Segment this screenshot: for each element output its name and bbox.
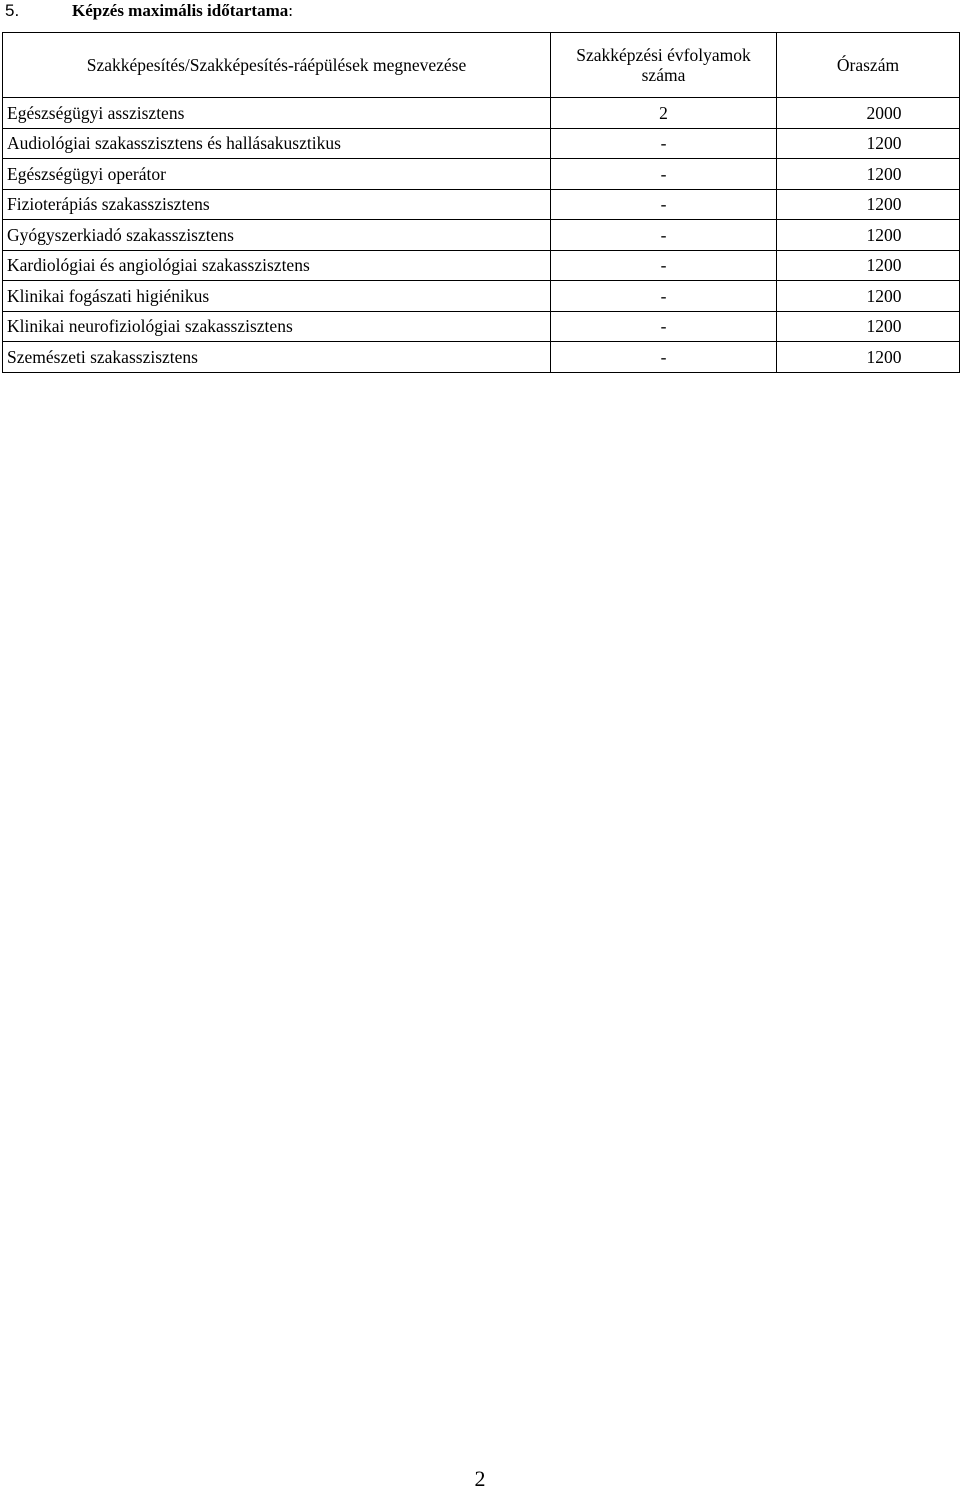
table-row [3,128,960,159]
cell-grade-count: - [551,250,777,281]
table-row [3,342,960,373]
table-row [3,98,960,129]
section-title: Képzés maximális időtartama [72,1,289,20]
table-row [3,311,960,342]
cell-hours: 1200 [777,311,960,342]
cell-grade-count: - [551,189,777,220]
section-title-colon: : [288,1,293,20]
cell-grade-count: - [551,281,777,312]
cell-grade-count: - [551,311,777,342]
cell-qualification-name: Klinikai fogászati higiénikus [3,281,551,312]
table-row [3,281,960,312]
cell-hours: 1200 [777,159,960,190]
cell-hours: 1200 [777,342,960,373]
cell-grade-count: 2 [551,98,777,129]
table-body [3,98,960,373]
section-heading [0,0,293,22]
cell-hours: 2000 [777,98,960,129]
table-row [3,220,960,251]
cell-hours: 1200 [777,250,960,281]
cell-qualification-name: Gyógyszerkiadó szakasszisztens [3,220,551,251]
section-number: 5. [5,1,20,20]
header-grade-count: Szakképzési évfolyamok száma [551,33,777,98]
table-row [3,189,960,220]
cell-hours: 1200 [777,281,960,312]
cell-grade-count: - [551,159,777,190]
cell-grade-count: - [551,342,777,373]
cell-qualification-name: Kardiológiai és angiológiai szakasszisztens [3,250,551,281]
cell-qualification-name: Audiológiai szakasszisztens és hallásakusztikus [3,128,551,159]
cell-hours: 1200 [777,189,960,220]
cell-qualification-name: Fizioterápiás szakasszisztens [3,189,551,220]
header-hours: Óraszám [777,33,960,98]
cell-grade-count: - [551,128,777,159]
cell-grade-count: - [551,220,777,251]
table-header-row [3,33,960,98]
cell-hours: 1200 [777,128,960,159]
page-number: 2 [474,1466,486,1491]
table-row [3,159,960,190]
cell-qualification-name: Klinikai neurofiziológiai szakasszisztens [3,311,551,342]
table-row [3,250,960,281]
header-qualification-name: Szakképesítés/Szakképesítés-ráépülések megnevezése [3,33,551,98]
cell-qualification-name: Egészségügyi asszisztens [3,98,551,129]
training-duration-table [2,32,960,373]
cell-qualification-name: Egészségügyi operátor [3,159,551,190]
cell-hours: 1200 [777,220,960,251]
cell-qualification-name: Szemészeti szakasszisztens [3,342,551,373]
